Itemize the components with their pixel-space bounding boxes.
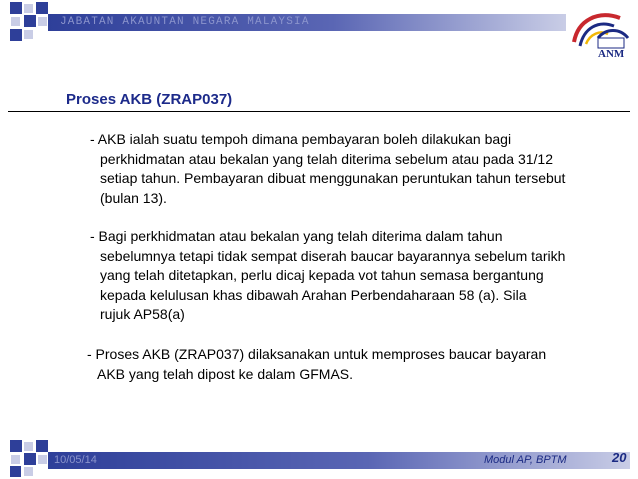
bullet-line: sebelumnya tetapi tidak sempat diserah baucar bayarannya sebelum tarikh <box>100 247 566 264</box>
bullet-line: yang telah ditetapkan, perlu dicaj kepada vot tahun semasa bergantung <box>100 267 544 283</box>
decor-square <box>11 455 20 464</box>
bullet-line: - Proses AKB (ZRAP037) dilaksanakan untuk memproses baucar bayaran <box>87 346 547 362</box>
bullet-line: kepada kelulusan khas dibawah Arahan Perbendaharaan 58 (a). Sila <box>100 286 527 303</box>
footer-date: 10/05/14 <box>54 454 97 466</box>
decor-square <box>24 4 33 13</box>
decor-square <box>10 466 21 477</box>
bullet-paragraph <box>90 130 565 208</box>
decor-square <box>24 30 33 39</box>
decor-square <box>10 2 22 14</box>
decor-square <box>10 440 22 452</box>
decor-square <box>36 2 48 14</box>
decor-square <box>24 15 36 27</box>
decor-square <box>38 455 47 464</box>
decor-square <box>24 467 33 476</box>
title-divider <box>8 111 630 112</box>
bullet-line: perkhidmatan atau bekalan yang telah diterima sebelum atau pada 31/12 <box>100 150 553 167</box>
logo-text: ANM <box>598 48 625 60</box>
bullet-line: AKB yang telah dipost ke dalam GFMAS. <box>97 365 354 382</box>
slide-title: Proses AKB (ZRAP037) <box>66 91 233 108</box>
bullet-paragraph <box>87 345 546 384</box>
decor-square <box>24 453 36 465</box>
bullet-line: rujuk AP58(a) <box>100 306 185 322</box>
decor-square <box>38 17 47 26</box>
page-number: 20 <box>612 450 627 465</box>
bullet-line: (bulan 13). <box>100 189 167 206</box>
bullet-line: setiap tahun. Pembayaran dibuat menggunakan peruntukan tahun tersebut <box>100 170 566 186</box>
org-name: JABATAN AKAUNTAN NEGARA MALAYSIA <box>60 16 310 28</box>
footer-module-label: Modul AP, BPTM <box>484 454 567 466</box>
decor-square <box>24 442 33 451</box>
decor-square <box>36 440 48 452</box>
decor-square <box>11 17 20 26</box>
decor-square <box>10 29 22 41</box>
bullet-line: - AKB ialah suatu tempoh dimana pembayaran boleh dilakukan bagi <box>90 131 512 147</box>
bullet-line: - Bagi perkhidmatan atau bekalan yang telah diterima dalam tahun <box>90 228 503 244</box>
bullet-paragraph <box>90 227 565 325</box>
